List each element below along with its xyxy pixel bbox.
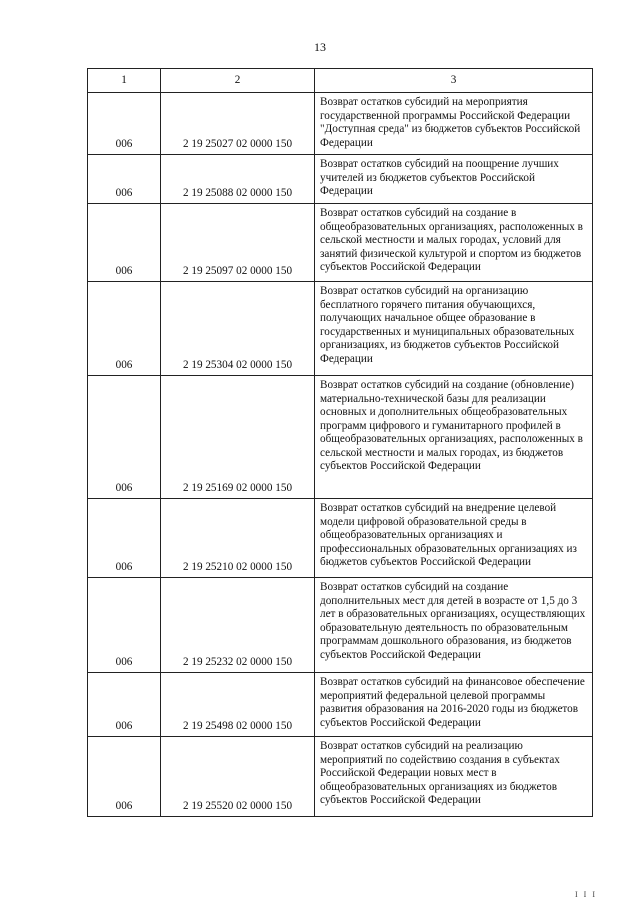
table-row	[88, 376, 593, 499]
budget-code-cell: 2 19 25498 02 0000 150	[161, 673, 315, 737]
description-cell: Возврат остатков субсидий на мероприятия государственной программы Российской Федерации "Доступная среда" из бюджетов субъектов Российской Федерации	[315, 93, 593, 155]
description-cell: Возврат остатков субсидий на создание в общеобразовательных организациях, расположенных в сельской местности и малых городах, условий для занятий физической культурой и спортом из бюджетов субъектов Российской Федерации	[315, 204, 593, 282]
budget-code-cell: 2 19 25520 02 0000 150	[161, 737, 315, 817]
page-number: 13	[314, 40, 326, 54]
table-row	[88, 737, 593, 817]
description-cell: Возврат остатков субсидий на поощрение лучших учителей из бюджетов субъектов Российской Федерации	[315, 155, 593, 204]
admin-code-cell: 006	[88, 673, 161, 737]
admin-code-cell: 006	[88, 737, 161, 817]
admin-code-cell: 006	[88, 376, 161, 499]
table-header-row	[88, 69, 593, 93]
description-cell: Возврат остатков субсидий на создание (обновление) материально-технической базы для реализации основных и дополнительных общеобразовательных программ цифрового и гуманитарного профилей в общеобразовательных организациях, расположенных в сельской местности и малых городах, из бюджетов субъектов Российской Федерации	[315, 376, 593, 499]
description-cell: Возврат остатков субсидий на создание дополнительных мест для детей в возрасте от 1,5 до 3 лет в образовательных организациях, осуществляющих образовательную деятельность по образовательным программам дошкольного образования, из бюджетов субъектов Российской Федерации	[315, 578, 593, 673]
table-row	[88, 155, 593, 204]
admin-code-cell: 006	[88, 155, 161, 204]
admin-code-cell: 006	[88, 578, 161, 673]
table-row	[88, 578, 593, 673]
admin-code-cell: 006	[88, 282, 161, 376]
description-cell: Возврат остатков субсидий на реализацию мероприятий по содействию создания в субъектах Российской Федерации новых мест в общеобразовательных организациях из бюджетов субъектов Российской Федерации	[315, 737, 593, 817]
table-row	[88, 93, 593, 155]
admin-code-cell: 006	[88, 499, 161, 578]
table-row	[88, 499, 593, 578]
corner-mark: I I I	[575, 890, 597, 899]
table-row	[88, 282, 593, 376]
budget-code-cell: 2 19 25169 02 0000 150	[161, 376, 315, 499]
table-row	[88, 204, 593, 282]
budget-code-cell: 2 19 25304 02 0000 150	[161, 282, 315, 376]
column-header-2: 2	[161, 69, 315, 93]
budget-code-cell: 2 19 25088 02 0000 150	[161, 155, 315, 204]
budget-code-cell: 2 19 25232 02 0000 150	[161, 578, 315, 673]
budget-codes-table	[87, 68, 593, 817]
column-header-3: 3	[315, 69, 593, 93]
admin-code-cell: 006	[88, 204, 161, 282]
table-row	[88, 673, 593, 737]
budget-code-cell: 2 19 25097 02 0000 150	[161, 204, 315, 282]
description-cell: Возврат остатков субсидий на организацию бесплатного горячего питания обучающихся, получающих начальное общее образование в государственных и муниципальных образовательных организациях, из бюджетов субъектов Российской Федерации	[315, 282, 593, 376]
description-cell: Возврат остатков субсидий на финансовое обеспечение мероприятий федеральной целевой программы развития образования на 2016-2020 годы из бюджетов субъектов Российской Федерации	[315, 673, 593, 737]
description-cell: Возврат остатков субсидий на внедрение целевой модели цифровой образовательной среды в общеобразовательных организациях и профессиональных образовательных организациях из бюджетов субъектов Российской Федерации	[315, 499, 593, 578]
budget-code-cell: 2 19 25027 02 0000 150	[161, 93, 315, 155]
budget-code-cell: 2 19 25210 02 0000 150	[161, 499, 315, 578]
column-header-1: 1	[88, 69, 161, 93]
admin-code-cell: 006	[88, 93, 161, 155]
